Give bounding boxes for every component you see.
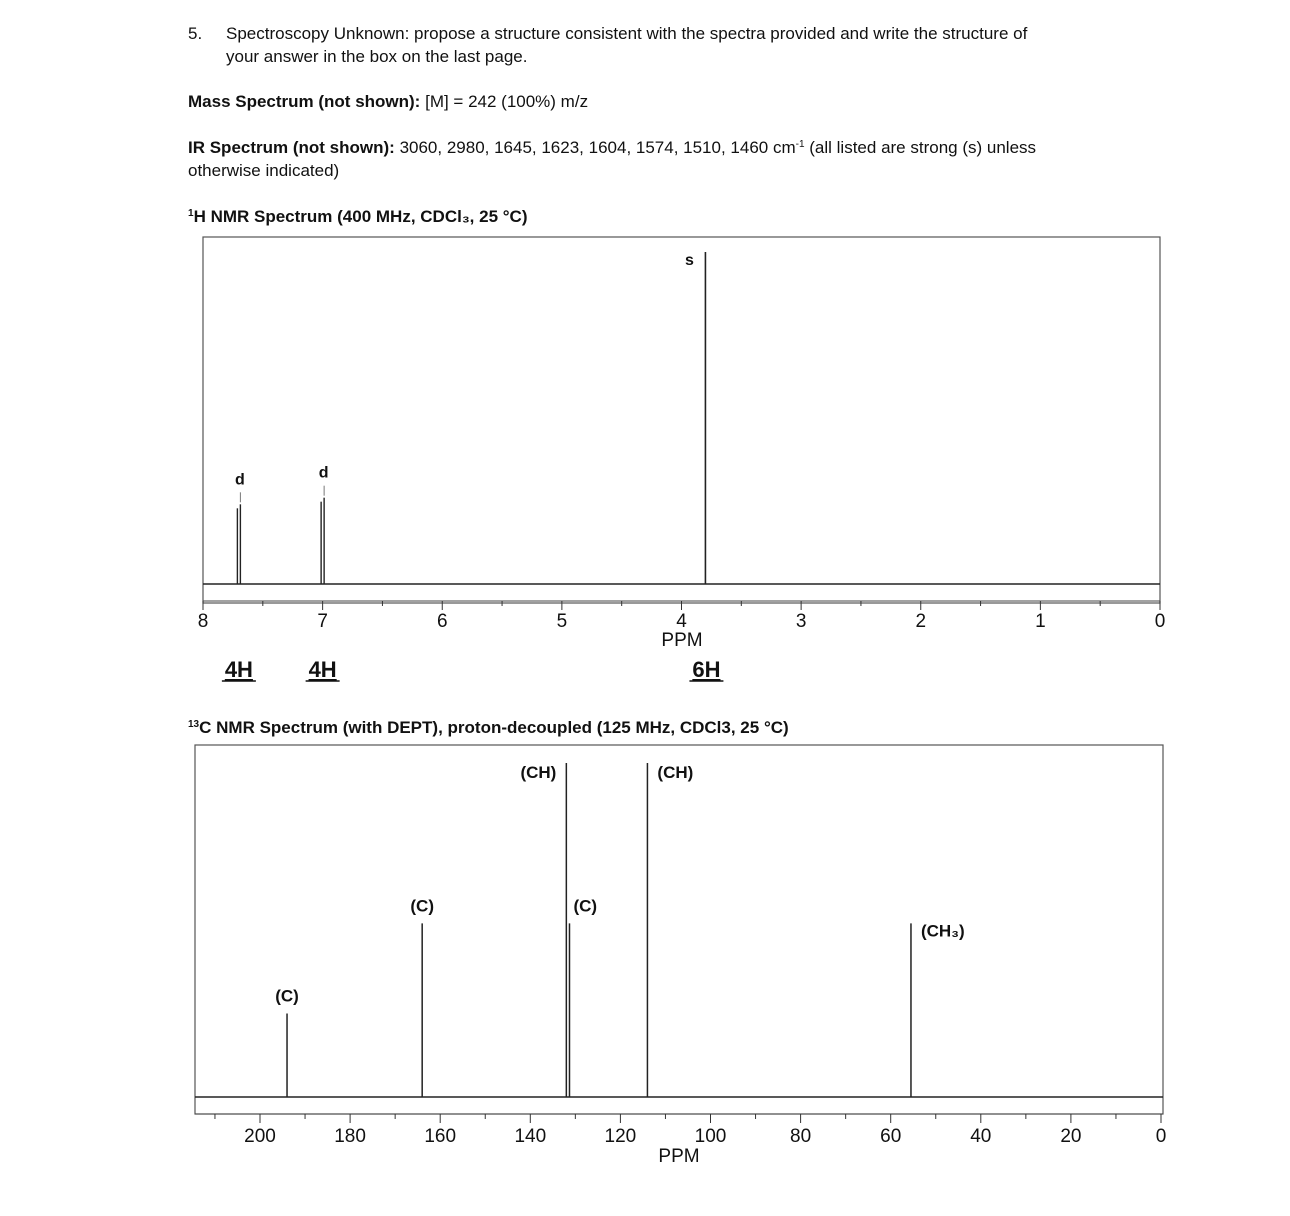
hnmr-title-sup: 1	[188, 208, 194, 219]
cnmr-tick-label: 80	[790, 1126, 812, 1147]
hnmr-x-axis-label: PPM	[661, 630, 703, 651]
cnmr-tick-label: 160	[424, 1126, 457, 1147]
cnmr-tick-label: 200	[244, 1126, 276, 1147]
ir-spectrum-note-cont: otherwise indicated)	[188, 161, 340, 180]
hnmr-peak-integration: 4H	[224, 657, 253, 682]
hnmr-tick-label: 3	[795, 611, 807, 632]
hnmr-peak-multiplicity: d	[318, 464, 329, 482]
hnmr-peak-integration: 6H	[692, 657, 721, 682]
cnmr-tick-label: 100	[694, 1126, 727, 1147]
cnmr-tick-label: 40	[970, 1126, 992, 1147]
hnmr-tick-label: 4	[676, 611, 687, 632]
cnmr-tick-label: 120	[604, 1126, 637, 1147]
question-text-line1: Spectroscopy Unknown: propose a structure consistent with the spectra provided and write the structure of	[226, 24, 1028, 43]
cnmr-tick-label: 20	[1060, 1126, 1082, 1147]
question-number: 5.	[188, 24, 203, 43]
ir-spectrum-note: (all listed are strong (s) unless	[809, 138, 1037, 157]
cnmr-tick-label: 60	[880, 1126, 902, 1147]
cnmr-x-axis-label: PPM	[658, 1146, 700, 1167]
cnmr-peak-label: (CH₃)	[920, 921, 965, 941]
cnmr-peak-label: (CH)	[520, 763, 557, 782]
cnmr-peak-label: (CH)	[657, 763, 694, 782]
hnmr-peak-multiplicity: d	[234, 471, 245, 489]
ir-unit-superscript: -1	[795, 139, 805, 150]
hnmr-peak-integration: 4H	[308, 657, 337, 682]
hnmr-title-text: H NMR Spectrum (400 MHz, CDCl₃, 25 °C)	[193, 207, 528, 226]
cnmr-tick-label: 0	[1155, 1126, 1167, 1147]
hnmr-peak-multiplicity: s	[684, 252, 694, 269]
cnmr-frame	[195, 745, 1163, 1114]
hnmr-tick-label: 7	[317, 611, 328, 632]
hnmr-tick-label: 1	[1035, 611, 1046, 632]
cnmr-tick-label: 180	[334, 1126, 366, 1147]
ir-spectrum-values: 3060, 2980, 1645, 1623, 1604, 1574, 1510, 1460 cm	[399, 138, 796, 157]
mass-spectrum-label: Mass Spectrum (not shown):	[188, 92, 421, 111]
cnmr-title-sup: 13	[188, 719, 200, 730]
ir-spectrum-label: IR Spectrum (not shown):	[188, 138, 395, 157]
hnmr-frame	[203, 237, 1160, 603]
cnmr-tick-label: 140	[514, 1126, 547, 1147]
question-text-line2: your answer in the box on the last page.	[226, 47, 528, 66]
hnmr-tick-label: 2	[915, 611, 927, 632]
hnmr-tick-label: 6	[436, 611, 448, 632]
cnmr-peak-label: (C)	[410, 896, 434, 916]
cnmr-peak-label: (C)	[275, 986, 299, 1006]
hnmr-tick-label: 8	[197, 611, 209, 632]
mass-spectrum-value: [M] = 242 (100%) m/z	[425, 92, 589, 111]
cnmr-peak-label: (C)	[573, 896, 598, 916]
cnmr-title-text: C NMR Spectrum (with DEPT), proton-decoupled (125 MHz, CDCl3, 25 °C)	[199, 718, 789, 737]
hnmr-tick-label: 0	[1154, 611, 1166, 632]
hnmr-tick-label: 5	[556, 611, 568, 632]
